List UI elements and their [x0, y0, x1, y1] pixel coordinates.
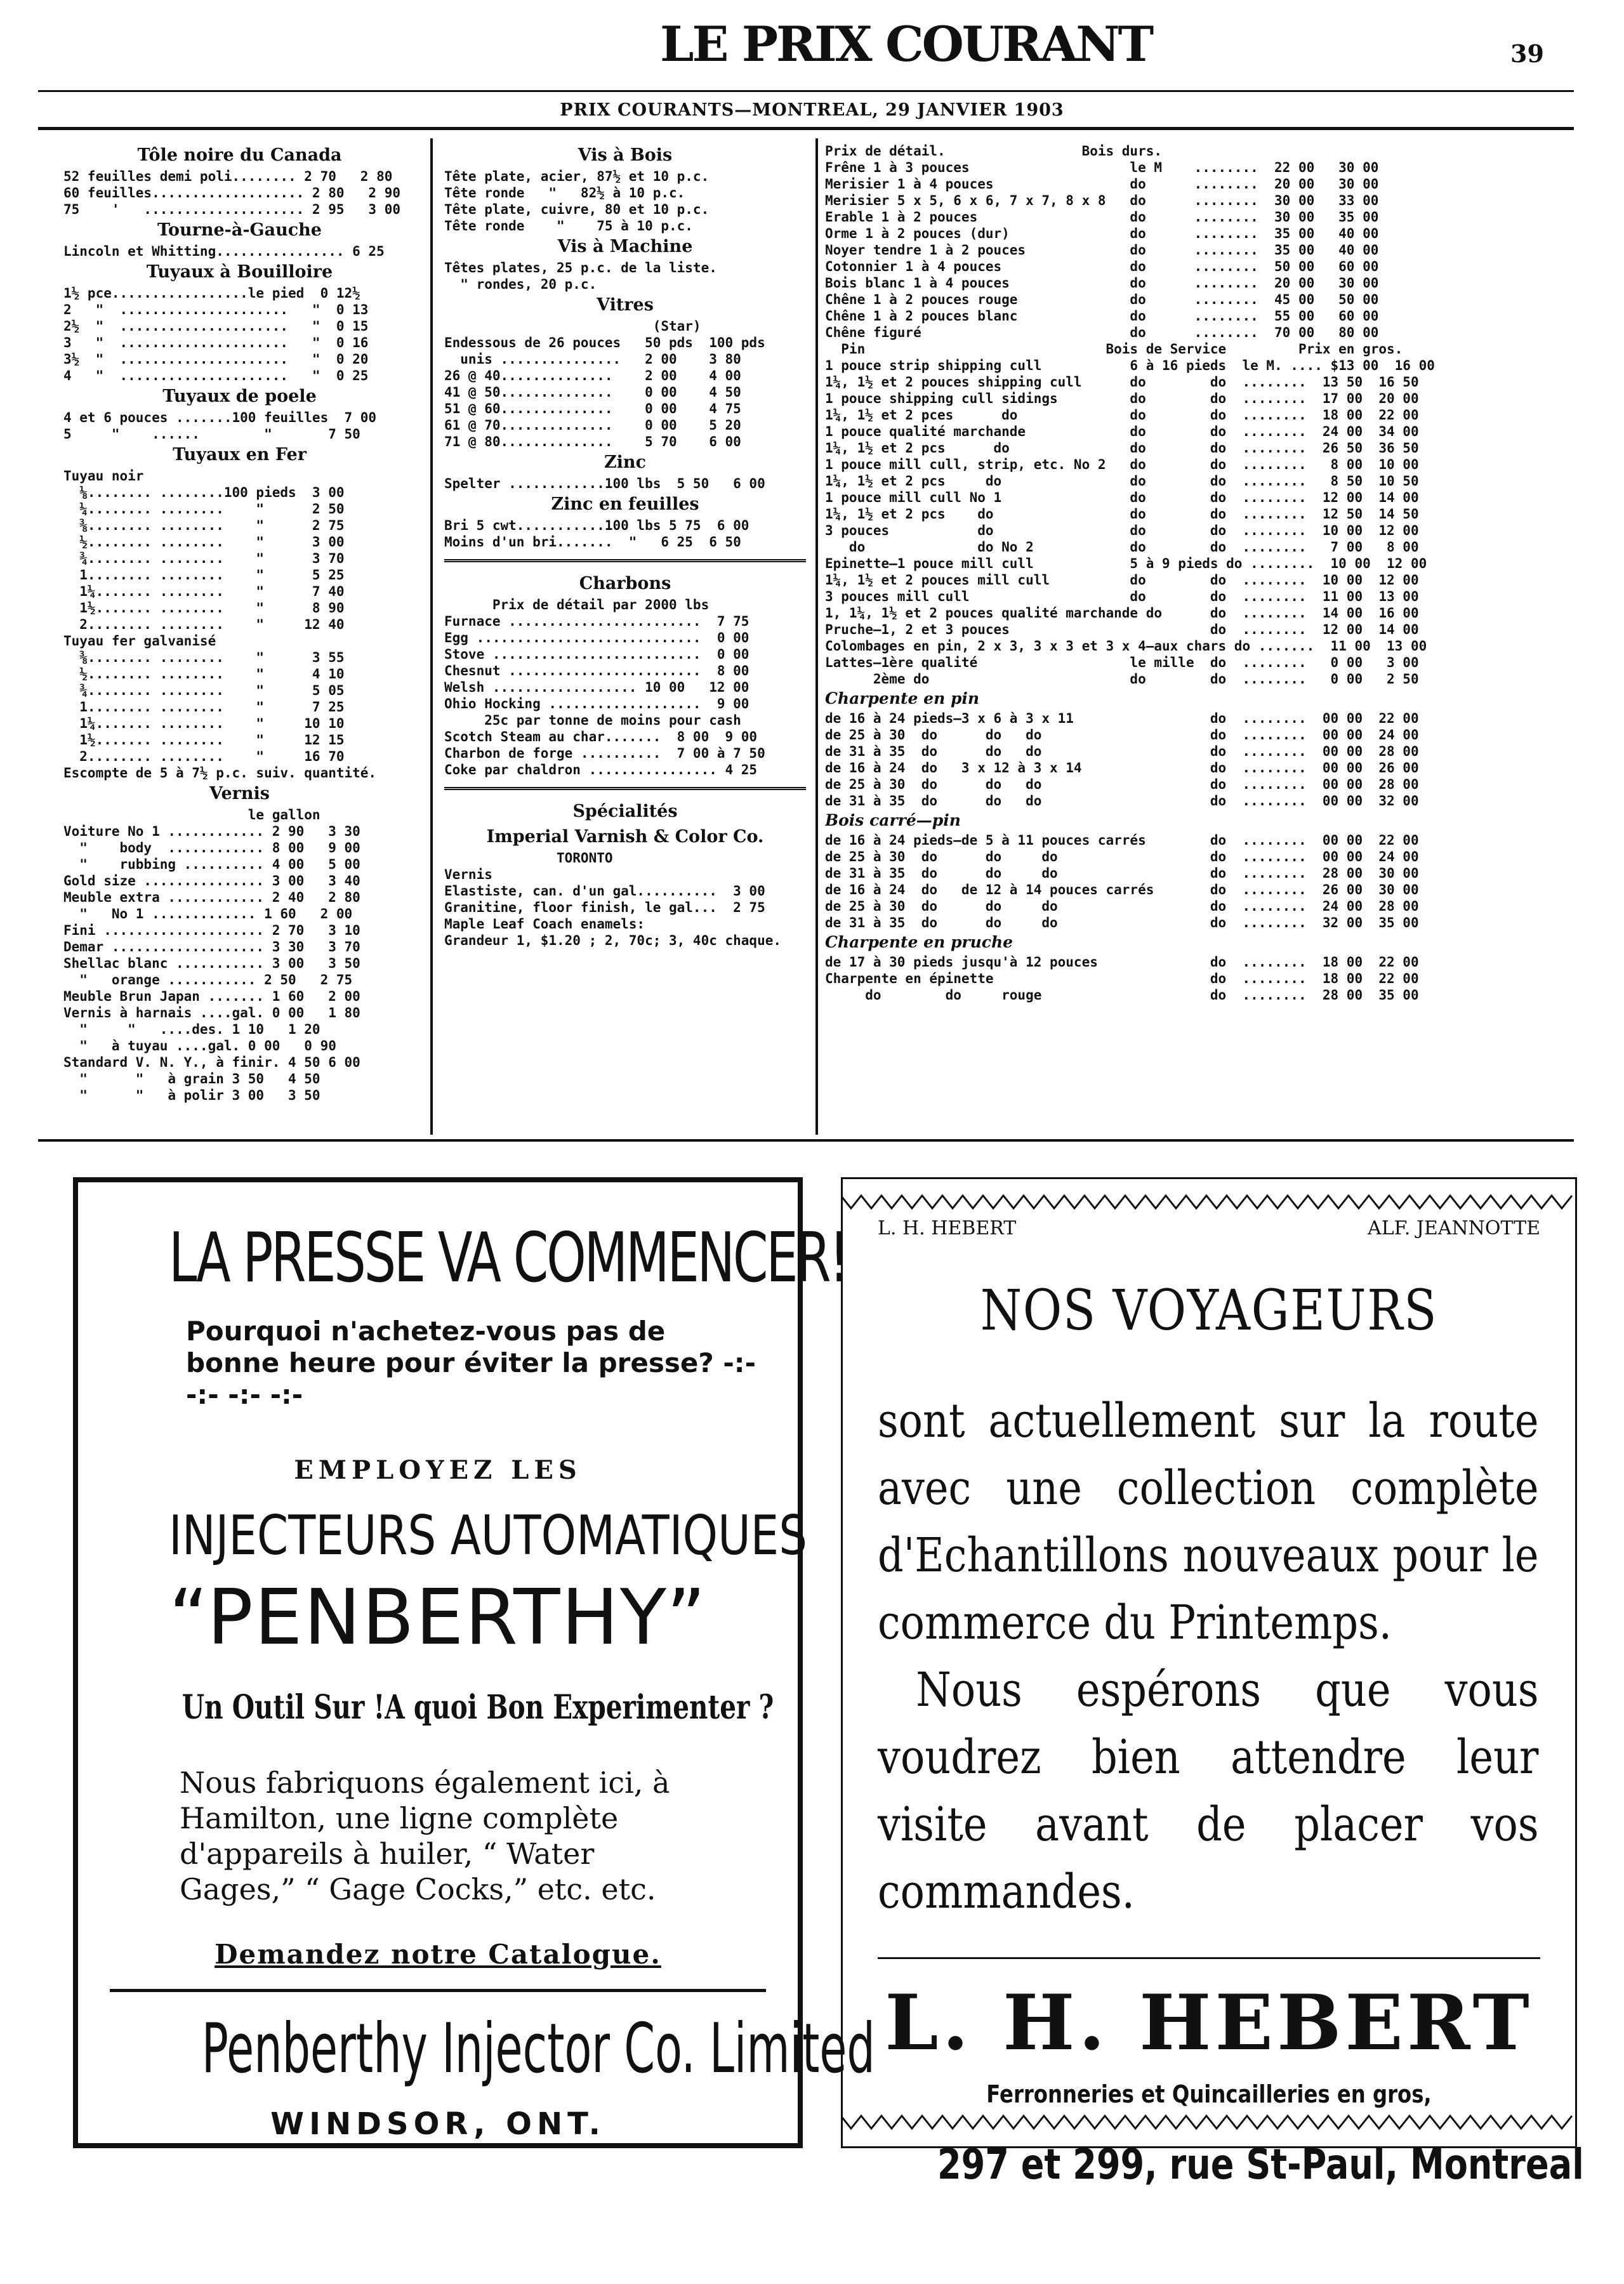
- price-row: Granitine, floor finish, le gal... 2 75: [444, 900, 765, 915]
- section-heading: Charbons: [579, 574, 671, 593]
- ad-company: Penberthy Injector Co. Limited: [201, 2009, 875, 2089]
- top-rule: [38, 90, 1574, 92]
- price-row: " " à polir 3 00 3 50: [63, 1088, 320, 1103]
- price-row: Pruche—1, 2 et 3 pouces do ........ 12 00 14 00: [825, 622, 1419, 637]
- price-column-3: [825, 143, 1561, 1133]
- price-row: 1 pouce mill cull, strip, etc. No 2 do do ........ 8 00 10 00: [825, 457, 1419, 472]
- price-row: Charbon de forge .......... 7 00 à 7 50: [444, 746, 765, 761]
- price-row: 3 " ..................... " 0 16: [63, 335, 369, 350]
- price-row: 51 @ 60.............. 0 00 4 75: [444, 401, 741, 416]
- price-row: " rubbing .......... 4 00 5 00: [63, 857, 360, 872]
- price-row: Fini .................... 2 70 3 10: [63, 923, 360, 938]
- hebert-advertisement: [841, 1177, 1584, 2189]
- price-row: de 25 à 30 do do do do ........ 00 00 28 00: [825, 777, 1419, 792]
- price-row: le gallon: [63, 807, 320, 822]
- price-column-2: [444, 143, 806, 1130]
- header-rule: [38, 127, 1574, 130]
- price-row: 3 pouces do do do ........ 10 00 12 00: [825, 523, 1419, 538]
- section-heading: Spécialités: [572, 802, 678, 821]
- price-row: Coke par chaldron ................ 4 25: [444, 762, 758, 777]
- price-row: Welsh .................. 10 00 12 00: [444, 680, 749, 695]
- price-row: Merisier 5 x 5, 6 x 6, 7 x 7, 8 x 8 do ........ 30 00 33 00: [825, 193, 1379, 208]
- price-row: de 31 à 35 do do do do ........ 00 00 32 00: [825, 793, 1419, 809]
- price-row: de 16 à 24 pieds—de 5 à 11 pouces carrés do ........ 00 00 22 00: [825, 833, 1419, 848]
- price-row: Vernis: [444, 867, 492, 882]
- ad-brand: “PENBERTHY”: [168, 1574, 708, 1662]
- price-row: Voiture No 1 ............ 2 90 3 30: [63, 824, 360, 839]
- price-row: 2ème do do do ........ 0 00 2 50: [825, 671, 1419, 687]
- section-heading: Vis à Bois: [578, 145, 673, 165]
- price-row: de 25 à 30 do do do do ........ 00 00 24 00: [825, 727, 1419, 743]
- section-heading: Tuyaux de poele: [162, 386, 317, 406]
- price-row: 3½ " ..................... " 0 20: [63, 352, 369, 367]
- traveller-name-right: ALF. JEANNOTTE: [1368, 1217, 1540, 1239]
- price-row: Pin Bois de Service Prix en gros.: [825, 341, 1403, 357]
- section-heading: Vernis: [209, 784, 270, 803]
- price-row: Scotch Steam au char....... 8 00 9 00: [444, 729, 758, 744]
- section-rule: [38, 1139, 1574, 1142]
- price-row: Tête ronde " 82½ à 10 p.c.: [444, 185, 685, 201]
- section-heading: Tuyaux en Fer: [173, 445, 307, 465]
- price-row: (Star): [444, 319, 701, 334]
- price-row: 1½ pce.................le pied 0 12½: [63, 286, 360, 301]
- price-row: de 31 à 35 do do do do ........ 00 00 28 00: [825, 744, 1419, 759]
- price-row: 1¼, 1½ et 2 pcs do do do ........ 12 50 14 50: [825, 506, 1419, 522]
- section-heading: Zinc en feuilles: [551, 494, 699, 514]
- price-row: 5 " ...... " 7 50: [63, 426, 360, 442]
- price-row: 4 " ..................... " 0 25: [63, 368, 369, 383]
- price-row: 61 @ 70.............. 0 00 5 20: [444, 418, 741, 433]
- price-row: ⅛........ ........100 pieds 3 00: [63, 485, 345, 500]
- price-row: 41 @ 50.............. 0 00 4 50: [444, 385, 741, 400]
- price-row: de 16 à 24 do 3 x 12 à 3 x 14 do ........ 00 00 26 00: [825, 760, 1419, 776]
- section-heading: Zinc: [604, 452, 647, 472]
- price-row: 3 pouces mill cull do do ........ 11 00 13 00: [825, 589, 1419, 604]
- subsection-heading: Bois carré—pin: [825, 811, 961, 829]
- ad-right-firm: L. H. HEBERT: [885, 1978, 1533, 2068]
- price-row: 25c par tonne de moins pour cash: [444, 713, 741, 728]
- price-row: Chêne 1 à 2 pouces rouge do ........ 45 00 50 00: [825, 292, 1379, 307]
- price-row: Tuyau fer galvanisé: [63, 633, 216, 649]
- price-row: Stove .......................... 0 00: [444, 647, 749, 662]
- price-row: 1........ ........ " 7 25: [63, 699, 345, 715]
- price-row: TORONTO: [444, 850, 613, 866]
- ad-location: WINDSOR, ONT.: [270, 2106, 605, 2142]
- price-row: 2........ ........ " 16 70: [63, 749, 345, 764]
- price-row: ½........ ........ " 4 10: [63, 666, 345, 682]
- page-number: 39: [1510, 39, 1544, 68]
- column-divider: [815, 138, 818, 1135]
- price-row: Noyer tendre 1 à 2 pouces do ........ 35 00 40 00: [825, 242, 1379, 258]
- price-row: ½........ ........ " 3 00: [63, 534, 345, 550]
- price-row: 52 feuilles demi poli........ 2 70 2 80: [63, 169, 393, 184]
- ad-body: Nous fabriquons également ici, à Hamilton, une ligne complète d'appareils à huiler, “ Water Gages,” “ Gage Cocks,” etc. etc.: [180, 1766, 670, 1906]
- price-row: Moins d'un bri....... " 6 25 6 50: [444, 534, 741, 550]
- ad-catalogue: Demandez notre Catalogue.: [215, 1939, 661, 1970]
- price-row: Orme 1 à 2 pouces (dur) do ........ 35 00 40 00: [825, 226, 1379, 241]
- price-row: 26 @ 40.............. 2 00 4 00: [444, 368, 741, 383]
- price-row: Merisier 1 à 4 pouces do ........ 20 00 30 00: [825, 176, 1379, 192]
- price-row: Egg ............................ 0 00: [444, 630, 749, 645]
- price-row: 1¼....... ........ " 7 40: [63, 584, 345, 599]
- price-row: Colombages en pin, 2 x 3, 3 x 3 et 3 x 4—aux chars do ....... 11 00 13 00: [825, 638, 1427, 654]
- price-row: 1¼, 1½ et 2 pouces mill cull do do ........ 10 00 12 00: [825, 572, 1419, 588]
- price-row: Demar ................... 3 30 3 70: [63, 939, 360, 954]
- price-row: Shellac blanc ........... 3 00 3 50: [63, 956, 360, 971]
- price-row: 1½....... ........ " 12 15: [63, 732, 345, 748]
- price-row: 1 pouce strip shipping cull 6 à 16 pieds le M. .... $13 00 16 00: [825, 358, 1435, 373]
- price-row: 1¼, 1½ et 2 pouces shipping cull do do ........ 13 50 16 50: [825, 374, 1419, 390]
- price-row: 60 feuilles................... 2 80 2 90: [63, 185, 401, 201]
- masthead-logo: LE PRIX COURANT: [660, 16, 1152, 72]
- price-row: Cotonnier 1 à 4 pouces do ........ 50 00 60 00: [825, 259, 1379, 274]
- price-row: Standard V. N. Y., à finir. 4 50 6 00: [63, 1055, 360, 1070]
- price-row: 1¼, 1½ et 2 pcs do do do ........ 8 50 10 50: [825, 473, 1419, 489]
- price-row: " body ............ 8 00 9 00: [63, 840, 360, 855]
- price-row: " No 1 ............. 1 60 2 00: [63, 906, 353, 921]
- price-row: 1¼, 1½ et 2 pcs do do do ........ 26 50 36 50: [825, 440, 1419, 456]
- traveller-name-left: L. H. HEBERT: [878, 1217, 1017, 1239]
- price-row: Meuble extra ............ 2 40 2 80: [63, 890, 360, 905]
- section-heading: Vitres: [597, 295, 654, 315]
- price-row: 1¼, 1½ et 2 pces do do do ........ 18 00 22 00: [825, 407, 1419, 423]
- price-row: Tête plate, cuivre, 80 et 10 p.c.: [444, 202, 710, 217]
- section-heading: Imperial Varnish & Color Co.: [486, 827, 764, 847]
- ad-right-body-1: sont actuellement sur la route avec une collection complète d'Echantillons nouveaux pour le commerce du Printemps.: [878, 1394, 1539, 1650]
- price-row: Ohio Hocking ................... 9 00: [444, 696, 749, 711]
- ad-traveller-names: [878, 1217, 1540, 1239]
- price-row: 2½ " ..................... " 0 15: [63, 319, 369, 334]
- price-row: Grandeur 1, $1.20 ; 2, 70c; 3, 40c chaque.: [444, 933, 782, 948]
- price-row: Tête plate, acier, 87½ et 10 p.c.: [444, 169, 710, 184]
- price-row: Prix de détail. Bois durs.: [825, 143, 1163, 159]
- ad-taglines: [182, 1688, 774, 1727]
- ad-rule: [110, 1989, 766, 1992]
- price-row: Tête ronde " 75 à 10 p.c.: [444, 218, 693, 234]
- price-row: de 31 à 35 do do do do ........ 28 00 30 00: [825, 866, 1419, 881]
- ad-right-address: 297 et 299, rue St-Paul, Montreal: [937, 2140, 1584, 2189]
- price-row: Gold size ............... 3 00 3 40: [63, 873, 360, 888]
- ad-right-rule: [878, 1957, 1540, 1959]
- price-row: Charpente en épinette do ........ 18 00 22 00: [825, 971, 1419, 986]
- ad-product-line: INJECTEURS AUTOMATIQUES: [169, 1504, 808, 1568]
- price-row: 1 pouce qualité marchande do do ........ 24 00 34 00: [825, 424, 1419, 439]
- price-row: " orange ........... 2 50 2 75: [63, 972, 353, 987]
- ad-question: Pourquoi n'achetez-vous pas de bonne heure pour éviter la presse? -:- -:- -:- -:-: [186, 1316, 756, 1410]
- section-heading: Tôle noire du Canada: [137, 145, 342, 165]
- section-divider: [444, 787, 806, 790]
- price-row: ⅜........ ........ " 3 55: [63, 650, 345, 665]
- price-row: Chesnut ........................ 8 00: [444, 663, 749, 678]
- price-row: " à tuyau ....gal. 0 00 0 90: [63, 1038, 336, 1053]
- section-heading: Tourne-à-Gauche: [157, 220, 322, 240]
- price-row: 4 et 6 pouces .......100 feuilles 7 00: [63, 410, 377, 425]
- ad-right-body-2: Nous espérons que vous voudrez bien attendre leur visite avant de placer vos commandes.: [878, 1663, 1539, 1919]
- price-row: Lincoln et Whitting................ 6 25: [63, 244, 385, 259]
- price-row: unis ............... 2 00 3 80: [444, 352, 741, 367]
- price-row: de 31 à 35 do do do do ........ 32 00 35 00: [825, 915, 1419, 930]
- ad-headline: LA PRESSE VA COMMENCER!: [169, 1218, 847, 1298]
- price-row: ⅜........ ........ " 2 75: [63, 518, 345, 533]
- price-row: Epinette—1 pouce mill cull 5 à 9 pieds do ........ 10 00 12 00: [825, 556, 1427, 571]
- price-row: 2........ ........ " 12 40: [63, 617, 345, 632]
- price-row: Endessous de 26 pouces 50 pds 100 pds: [444, 335, 765, 350]
- price-row: Furnace ........................ 7 75: [444, 614, 749, 629]
- section-heading: Tuyaux à Bouilloire: [146, 262, 333, 282]
- price-row: ¼........ ........ " 2 50: [63, 501, 345, 517]
- price-row: Elastiste, can. d'un gal.......... 3 00: [444, 883, 765, 899]
- price-row: Escompte de 5 à 7½ p.c. suiv. quantité.: [63, 765, 377, 781]
- price-row: do do rouge do ........ 28 00 35 00: [825, 987, 1419, 1003]
- price-row: 1½....... ........ " 8 90: [63, 600, 345, 616]
- price-row: Tuyau noir: [63, 468, 144, 484]
- price-row: 1, 1¼, 1½ et 2 pouces qualité marchande do do ........ 14 00 16 00: [825, 605, 1419, 621]
- price-row: ¾........ ........ " 5 05: [63, 683, 345, 698]
- section-heading: Vis à Machine: [557, 237, 693, 256]
- price-row: Chêne figuré do ........ 70 00 80 00: [825, 325, 1379, 340]
- price-row: Bois blanc 1 à 4 pouces do ........ 20 00 30 00: [825, 275, 1379, 291]
- price-row: Maple Leaf Coach enamels:: [444, 916, 645, 932]
- price-row: Lattes—1ère qualité le mille do ........ 0 00 3 00: [825, 655, 1419, 670]
- price-row: " " à grain 3 50 4 50: [63, 1071, 320, 1086]
- price-row: " " ....des. 1 10 1 20: [63, 1022, 320, 1037]
- price-row: do do No 2 do do ........ 7 00 8 00: [825, 539, 1419, 555]
- subsection-heading: Charpente en pin: [825, 689, 980, 708]
- price-row: 2 " ..................... " 0 13: [63, 302, 369, 317]
- price-row: de 25 à 30 do do do do ........ 00 00 24 00: [825, 849, 1419, 864]
- penberthy-advertisement: [73, 1177, 875, 2148]
- price-row: 1 pouce mill cull No 1 do do ........ 12 00 14 00: [825, 490, 1419, 505]
- price-row: Erable 1 à 2 pouces do ........ 30 00 35 00: [825, 209, 1379, 225]
- ad-tagline-left: Un Outil Sur !: [182, 1688, 385, 1727]
- ad-tagline-right: A quoi Bon Experimenter ?: [385, 1688, 774, 1727]
- price-column-1: [63, 143, 416, 1130]
- price-row: Frêne 1 à 3 pouces le M ........ 22 00 30 00: [825, 160, 1379, 175]
- section-divider: [444, 559, 806, 562]
- column-divider: [430, 138, 433, 1135]
- price-row: de 16 à 24 do de 12 à 14 pouces carrés do ........ 26 00 30 00: [825, 882, 1419, 897]
- ad-employez: EMPLOYEZ LES: [294, 1455, 582, 1485]
- price-row: ¾........ ........ " 3 70: [63, 551, 345, 566]
- price-row: de 17 à 30 pieds jusqu'à 12 pouces do ........ 18 00 22 00: [825, 954, 1419, 970]
- ad-right-trade: Ferronneries et Quincailleries en gros,: [986, 2080, 1432, 2108]
- price-row: Prix de détail par 2000 lbs: [444, 597, 710, 612]
- price-row: " rondes, 20 p.c.: [444, 277, 597, 292]
- price-row: 71 @ 80.............. 5 70 6 00: [444, 434, 741, 449]
- price-row: 75 ' .................... 2 95 3 00: [63, 202, 401, 217]
- price-row: Meuble Brun Japan ....... 1 60 2 00: [63, 989, 360, 1004]
- price-row: de 16 à 24 pieds—3 x 6 à 3 x 11 do ........ 00 00 22 00: [825, 711, 1419, 726]
- price-row: 1 pouce shipping cull sidings do do ........ 17 00 20 00: [825, 391, 1419, 406]
- price-row: 1........ ........ " 5 25: [63, 567, 345, 583]
- price-row: Chêne 1 à 2 pouces blanc do ........ 55 00 60 00: [825, 308, 1379, 324]
- dateline: PRIX COURANTS—MONTREAL, 29 JANVIER 1903: [560, 100, 1064, 120]
- price-row: 1¼....... ........ " 10 10: [63, 716, 345, 731]
- price-row: Spelter ............100 lbs 5 50 6 00: [444, 476, 765, 491]
- price-row: Bri 5 cwt...........100 lbs 5 75 6 00: [444, 518, 749, 533]
- price-row: de 25 à 30 do do do do ........ 24 00 28 00: [825, 899, 1419, 914]
- price-row: Têtes plates, 25 p.c. de la liste.: [444, 260, 717, 275]
- subsection-heading: Charpente en pruche: [825, 933, 1013, 951]
- ad-right-headline: NOS VOYAGEURS: [980, 1277, 1438, 1343]
- price-row: Vernis à harnais ....gal. 0 00 1 80: [63, 1005, 360, 1020]
